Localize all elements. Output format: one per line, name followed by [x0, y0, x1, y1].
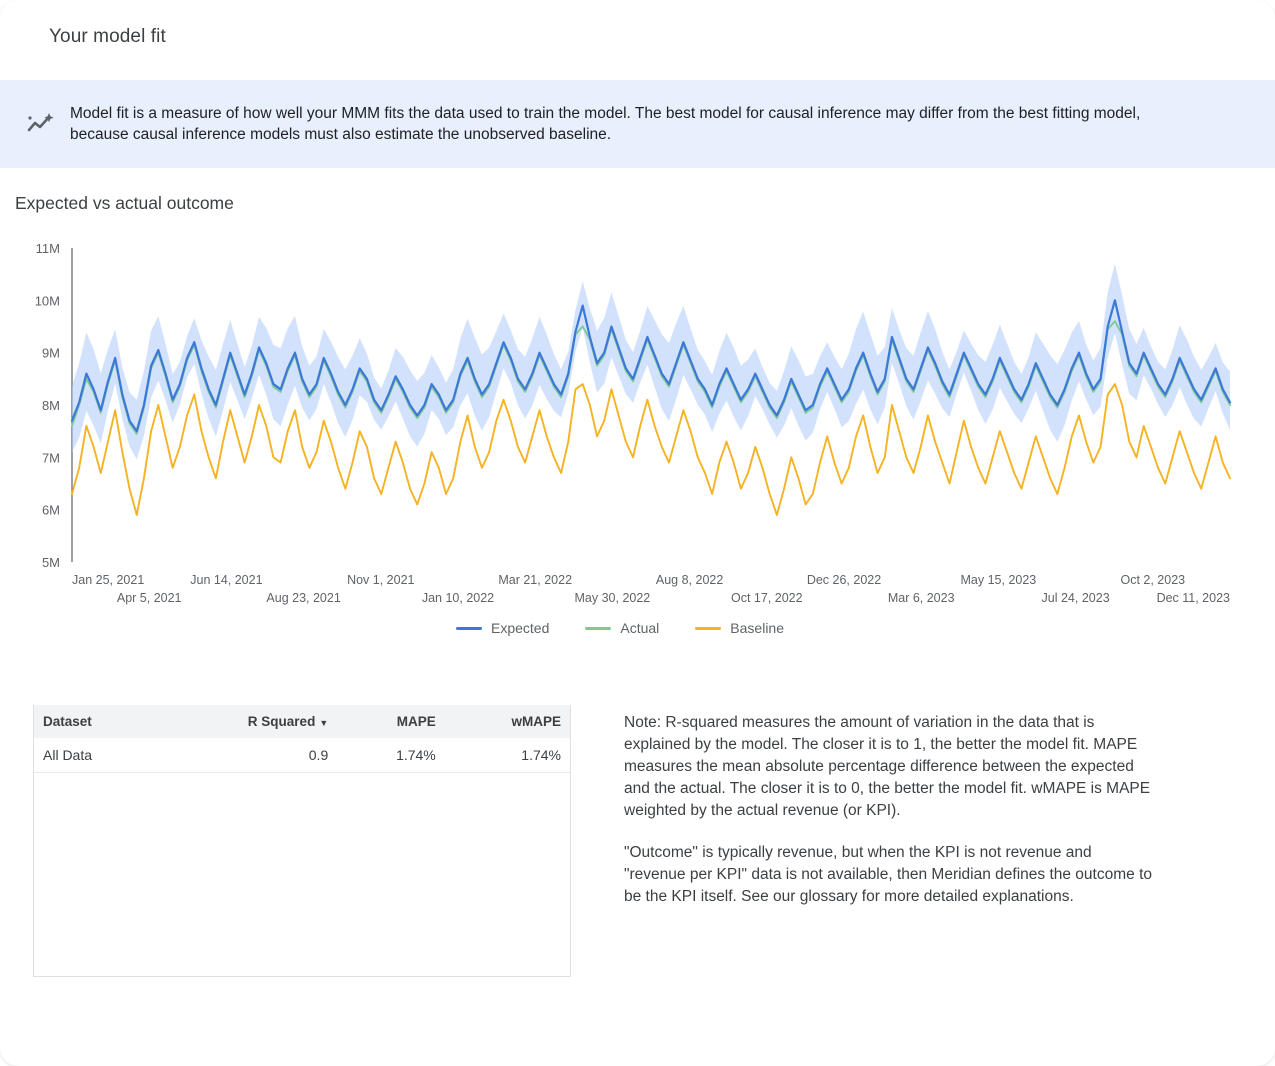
expected-vs-actual-chart — [0, 232, 1240, 652]
y-axis-tick-label: 10M — [34, 293, 60, 309]
table-row — [33, 738, 571, 773]
chart-svg — [0, 232, 1240, 652]
table-header-row — [33, 705, 571, 738]
page-title: Your model fit — [49, 26, 166, 47]
column-header-mape[interactable]: MAPE — [338, 705, 446, 738]
legend-label-expected: Expected — [491, 620, 550, 636]
y-axis-tick-label: 5M — [41, 555, 60, 570]
cell-dataset: All Data — [33, 738, 157, 773]
y-axis-tick-label: 9M — [41, 345, 60, 361]
cell-mape: 1.74% — [338, 738, 446, 773]
column-header-wmape[interactable]: wMAPE — [446, 705, 571, 738]
x-axis-tick-label: Nov 1, 2021 — [347, 573, 415, 587]
x-axis-tick-label: Aug 23, 2021 — [266, 591, 341, 605]
legend-label-actual: Actual — [620, 620, 660, 636]
note-paragraph-2: "Outcome" is typically revenue, but when the KPI is not revenue and "revenue per KPI" data is not available, then Meridian defines the outcome to be the KPI itself. See our glossary for more detailed explanations. — [624, 844, 1152, 905]
metrics-table — [33, 705, 571, 773]
info-banner — [0, 80, 1275, 168]
legend-label-baseline: Baseline — [730, 620, 784, 636]
note-block — [624, 712, 1152, 928]
cell-wmape: 1.74% — [446, 738, 571, 773]
x-axis-tick-label: Dec 26, 2022 — [806, 573, 882, 587]
column-header-r-squared-label: R Squared — [247, 714, 316, 729]
x-axis-tick-label: Aug 8, 2022 — [655, 573, 724, 587]
legend-item-actual[interactable] — [585, 620, 659, 636]
x-axis-tick-label: May 30, 2022 — [574, 591, 651, 605]
x-axis-tick-label: Jun 14, 2021 — [190, 573, 263, 587]
legend-swatch-actual — [585, 627, 611, 630]
x-axis-tick-label: Oct 17, 2022 — [731, 591, 803, 605]
x-axis-tick-label: Jan 25, 2021 — [72, 573, 145, 587]
y-axis-tick-label: 11M — [35, 241, 60, 256]
y-axis-tick-label: 6M — [41, 502, 60, 518]
x-axis-tick-label: Jul 24, 2023 — [1041, 591, 1110, 605]
x-axis-tick-label: Mar 21, 2022 — [498, 573, 573, 587]
chart-title: Expected vs actual outcome — [15, 193, 234, 213]
column-header-r-squared[interactable] — [157, 705, 338, 738]
x-axis-tick-label: Dec 11, 2023 — [1156, 591, 1230, 605]
info-banner-text: Model fit is a measure of how well your MMM fits the data used to train the model. The best model for causal inference may differ from the best fitting model, because causal inference models must also estimate the unobserved baseline. — [70, 105, 1141, 143]
legend-swatch-baseline — [695, 627, 721, 630]
insights-sparkle-icon — [22, 107, 56, 141]
x-axis-tick-label: Jan 10, 2022 — [421, 591, 495, 605]
note-paragraph-1: Note: R-squared measures the amount of variation in the data that is explained by the model. The closer it is to 1, the better the model fit. MAPE measures the mean absolute percentage difference between the expected and the actual. The closer it is to 0, the better the model fit. wMAPE is MAPE weighted by the actual revenue (or KPI). — [624, 714, 1151, 819]
legend-item-expected[interactable] — [456, 620, 549, 636]
column-header-dataset[interactable]: Dataset — [33, 705, 157, 738]
x-axis-tick-label: May 15, 2023 — [960, 573, 1037, 587]
y-axis-tick-label: 7M — [41, 450, 60, 466]
legend-swatch-expected — [456, 627, 482, 630]
legend-item-baseline[interactable] — [695, 620, 784, 636]
x-axis-tick-label: Oct 2, 2023 — [1120, 573, 1186, 587]
x-axis-tick-label: Mar 6, 2023 — [887, 591, 955, 605]
y-axis-tick-label: 8M — [41, 398, 60, 413]
sort-desc-icon: ▼ — [319, 718, 329, 728]
x-axis-tick-label: Apr 5, 2021 — [116, 591, 182, 605]
confidence-band — [72, 264, 1230, 460]
chart-legend — [0, 620, 1240, 636]
cell-r-squared: 0.9 — [157, 738, 338, 773]
